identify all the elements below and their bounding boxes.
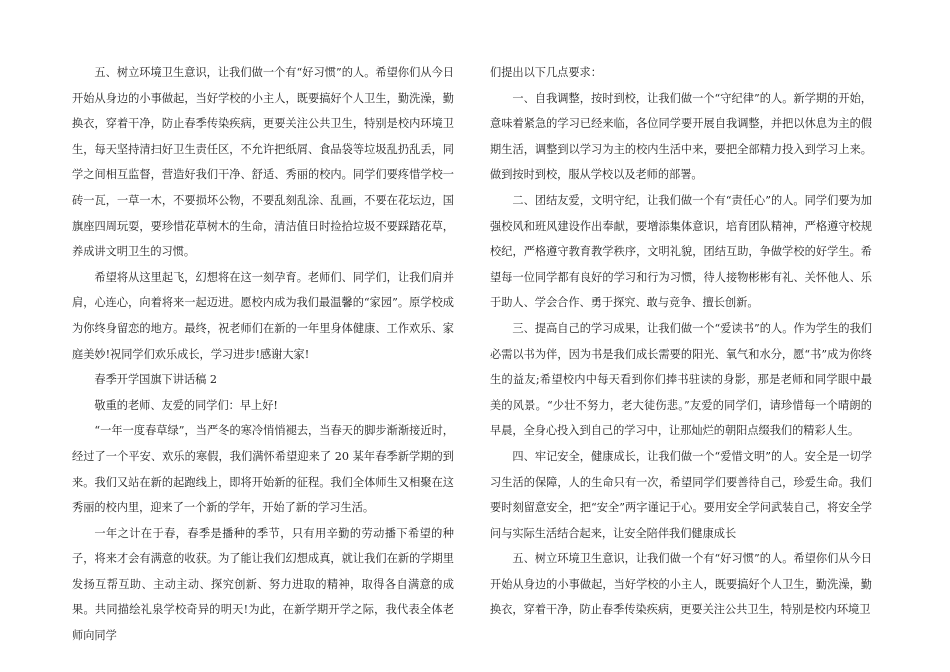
paragraph-hygiene-repeat: 五、树立环境卫生意识，让我们做一个有“好习惯”的人。希望你们从今日开始从身边的小事做起，当好学校的小主人，既要搞好个人卫生，勤洗澡，勤换衣，穿着干净，防止春季传染疾病，更要关注公共卫生，特别是校内环境卫 bbox=[490, 552, 872, 617]
paragraph-discipline: 一、自我调整，按时到校，让我们做一个“守纪律”的人。新学期的开始，意味着紧急的学习已经来临，各位同学要开展自我调整，并把以休息为主的假期生活，调整到以学习为主的校内生活中来，要把全部精力投入到学习上来。做到按时到校，服从学校以及老师的部署。 bbox=[490, 91, 872, 182]
paragraph-hygiene: 五、树立环境卫生意识，让我们做一个有“好习惯”的人。希望你们从今日开始从身边的小事做起，当好学校的小主人，既要搞好个人卫生，勤洗澡，勤换衣，穿着干净，防止春季传染疾病，更要关注公共卫生，特别是校内环境卫生，每天坚持清扫好卫生责任区，不允许把纸屑、食品袋等垃圾乱扔乱丢，同学之间相互监督，营造好我们干净、舒适、秀丽的校内。同学们要疼惜学校一砖一瓦，一草一木，不要损坏公物，不要乱刻乱涂、乱画，不要在花坛边，国旗座四周玩耍，要珍惜花草树木的生命，清洁值日时捡拾垃圾不要踩踏花草，养成讲文明卫生的习惯。 bbox=[72, 66, 454, 259]
greeting: 敬重的老师、友爱的同学们：早上好! bbox=[94, 398, 278, 412]
paragraph-new-term: 一年之计在于春，春季是播种的季节，只有用辛勤的劳动播下希望的种子，将来才会有满意的收获。为了能让我们幻想成真，就让我们在新的学期里发扬互帮互助、主动主动、探究创新、努力进取的精神，取得各自满意的成果。共同描绘礼泉学校奇异的明天!为此，在新学期开学之际，我代表全体老师向同学 bbox=[72, 526, 454, 643]
paragraph-spring-intro: “一年一度春草绿”，当严冬的寒冷悄悄褪去，当春天的脚步渐渐接近时，经过了一个平安、欢乐的寒假，我们满怀希望迎来了 20 某年春季新学期的到来。我们又站在新的起跑线上，即将开始新的征程。我们全体师生又相聚在这秀丽的校内里，迎来了一个新的学年，开始了新的学习生活。 bbox=[72, 424, 454, 515]
speech-title: 春季开学国旗下讲话稿 2 bbox=[94, 373, 217, 387]
left-column bbox=[72, 60, 454, 649]
paragraph-reading: 三、提高自己的学习成果，让我们做一个“爱读书”的人。作为学生的我们必需以书为伴，因为书是我们成长需要的阳光、氧气和水分，愿“书”成为你终生的益友;希望校内中每天看到你们捧书驻读的身影，那是老师和同学眼中最美的风景。“少壮不努力，老大徒伤悲。”友爱的同学们，请珍惜每一个晴朗的早晨，全身心投入到自己的学习中，让那灿烂的朝阳点缀我们的精彩人生。 bbox=[490, 321, 872, 438]
paragraph-continuation: 们提出以下几点要求： bbox=[490, 66, 602, 79]
right-column bbox=[490, 60, 872, 623]
paragraph-safety: 四、牢记安全，健康成长，让我们做一个“爱惜文明”的人。安全是一切学习生活的保障，人的生命只有一次，希望同学们要善待自己，珍爱生命。我们要时刻留意安全，把“安全”两字谨记于心。要用安全学问武装自己，将安全学问与实际生活结合起来，让安全陪伴我们健康成长 bbox=[490, 449, 872, 540]
paragraph-responsibility: 二、团结友爱，文明守纪，让我们做一个有“责任心”的人。同学们要为加强校风和班风建设作出奉献，要增添集体意识，培育团队精神，严格遵守校规校纪，严格遵守教育教学秩序，文明礼貌，团结互助，争做学校的好学生。希望每一位同学都有良好的学习和行为习惯，待人接物彬彬有礼、关怀他人、乐于助人、学会合作、勇于探究、敢与竞争、擅长创新。 bbox=[490, 193, 872, 310]
paragraph-closing: 希望将从这里起飞，幻想将在这一刻孕育。老师们、同学们，让我们肩并肩，心连心，向着将来一起迈进。愿校内成为我们最温馨的“家园”。原学校成为你终身留恋的地方。最终，祝老师们在新的一年里身体健康、工作欢乐、家庭美妙!祝同学们欢乐成长，学习进步!感谢大家! bbox=[72, 270, 454, 361]
